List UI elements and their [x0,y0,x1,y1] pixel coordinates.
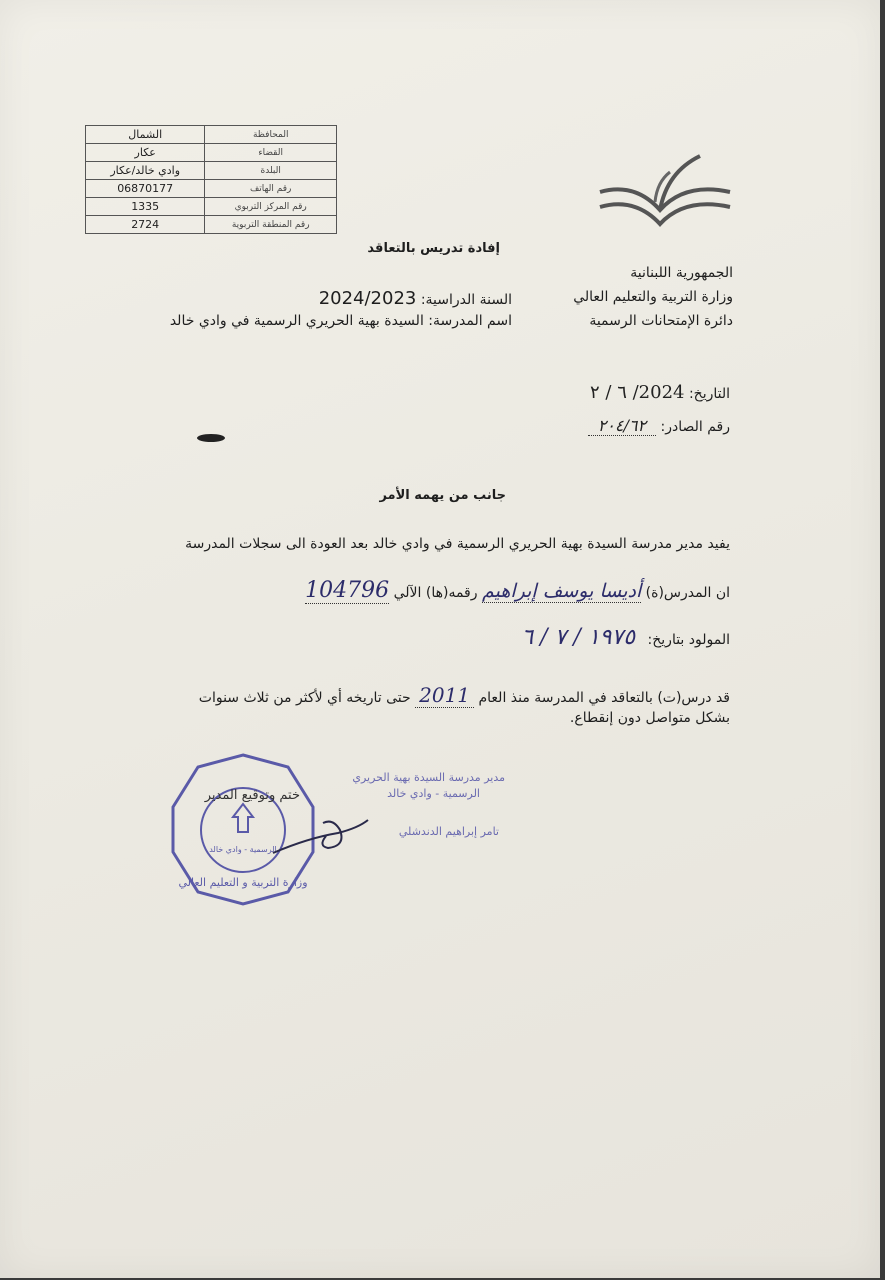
info-label: المحافظة [205,126,337,144]
info-label: رقم المنطقة التربوية [205,216,337,234]
body-line-4: بشكل متواصل دون إنقطاع. [569,710,730,726]
info-value: عكار [86,144,205,162]
svg-text:الرسمية - وادي خالد: الرسمية - وادي خالد [209,845,277,854]
manager-name: تامر إبراهيم الدندشلي [398,825,499,838]
info-label: البلدة [205,162,337,180]
info-value: الشمال [86,126,205,144]
addressee: جانب من يهمه الأمر [379,488,506,503]
republic-name: الجمهورية اللبنانية [630,265,733,281]
doc-title: إفادة تدريس بالتعاقد [367,241,500,256]
stamp-caption: ختم وتوقيع المدير [204,788,300,803]
info-table-row [86,180,337,198]
info-table-row [86,198,337,216]
info-label: القضاء [205,144,337,162]
ink-mark [197,434,225,442]
birth-line: المولود بتاريخ: ١٩٧٥ / ٧ / ٦ [521,625,730,650]
school-name: اسم المدرسة: السيدة بهية الحريري الرسمية في وادي خالد [169,313,512,329]
reference-line: رقم الصادر: ٢٠٤/٦٢ [588,416,730,436]
ministry-logo-icon [595,152,735,232]
info-table-row [86,162,337,180]
info-value: 06870177 [86,180,205,198]
academic-year: السنة الدراسية: 2024/2023 [318,288,512,309]
info-label: رقم المركز التربوي [205,198,337,216]
info-table [85,125,337,234]
info-value: وادي خالد/عكار [86,162,205,180]
svg-text:وزارة التربية و التعليم العالي: وزارة التربية و التعليم العالي [178,876,308,889]
info-table-row [86,216,337,234]
info-table-row [86,126,337,144]
info-value: 2724 [86,216,205,234]
body-line-1: يفيد مدير مدرسة السيدة بهية الحريري الرسمية في وادي خالد بعد العودة الى سجلات المدرسة [185,536,730,552]
date-line: التاريخ: 2024/ ٦ / ٢ [590,382,730,403]
body-line-3: قد درس(ت) بالتعاقد في المدرسة منذ العام 2011 حتى تاريخه أي لأكثر من ثلاث سنوات [198,683,730,707]
manager-block [320,770,505,840]
info-table-row [86,144,337,162]
info-label: رقم الهاتف [205,180,337,198]
info-value: 1335 [86,198,205,216]
ministry-name: وزارة التربية والتعليم العالي [573,289,733,305]
manager-subtitle: الرسمية - وادي خالد [387,787,480,800]
teacher-line: ان المدرس(ة) أديسا يوسف إبراهيم رقمه(ها) الآلي 104796 [305,578,730,603]
manager-title: مدير مدرسة السيدة بهية الحريري [352,771,505,784]
department-name: دائرة الإمتحانات الرسمية [589,313,733,329]
